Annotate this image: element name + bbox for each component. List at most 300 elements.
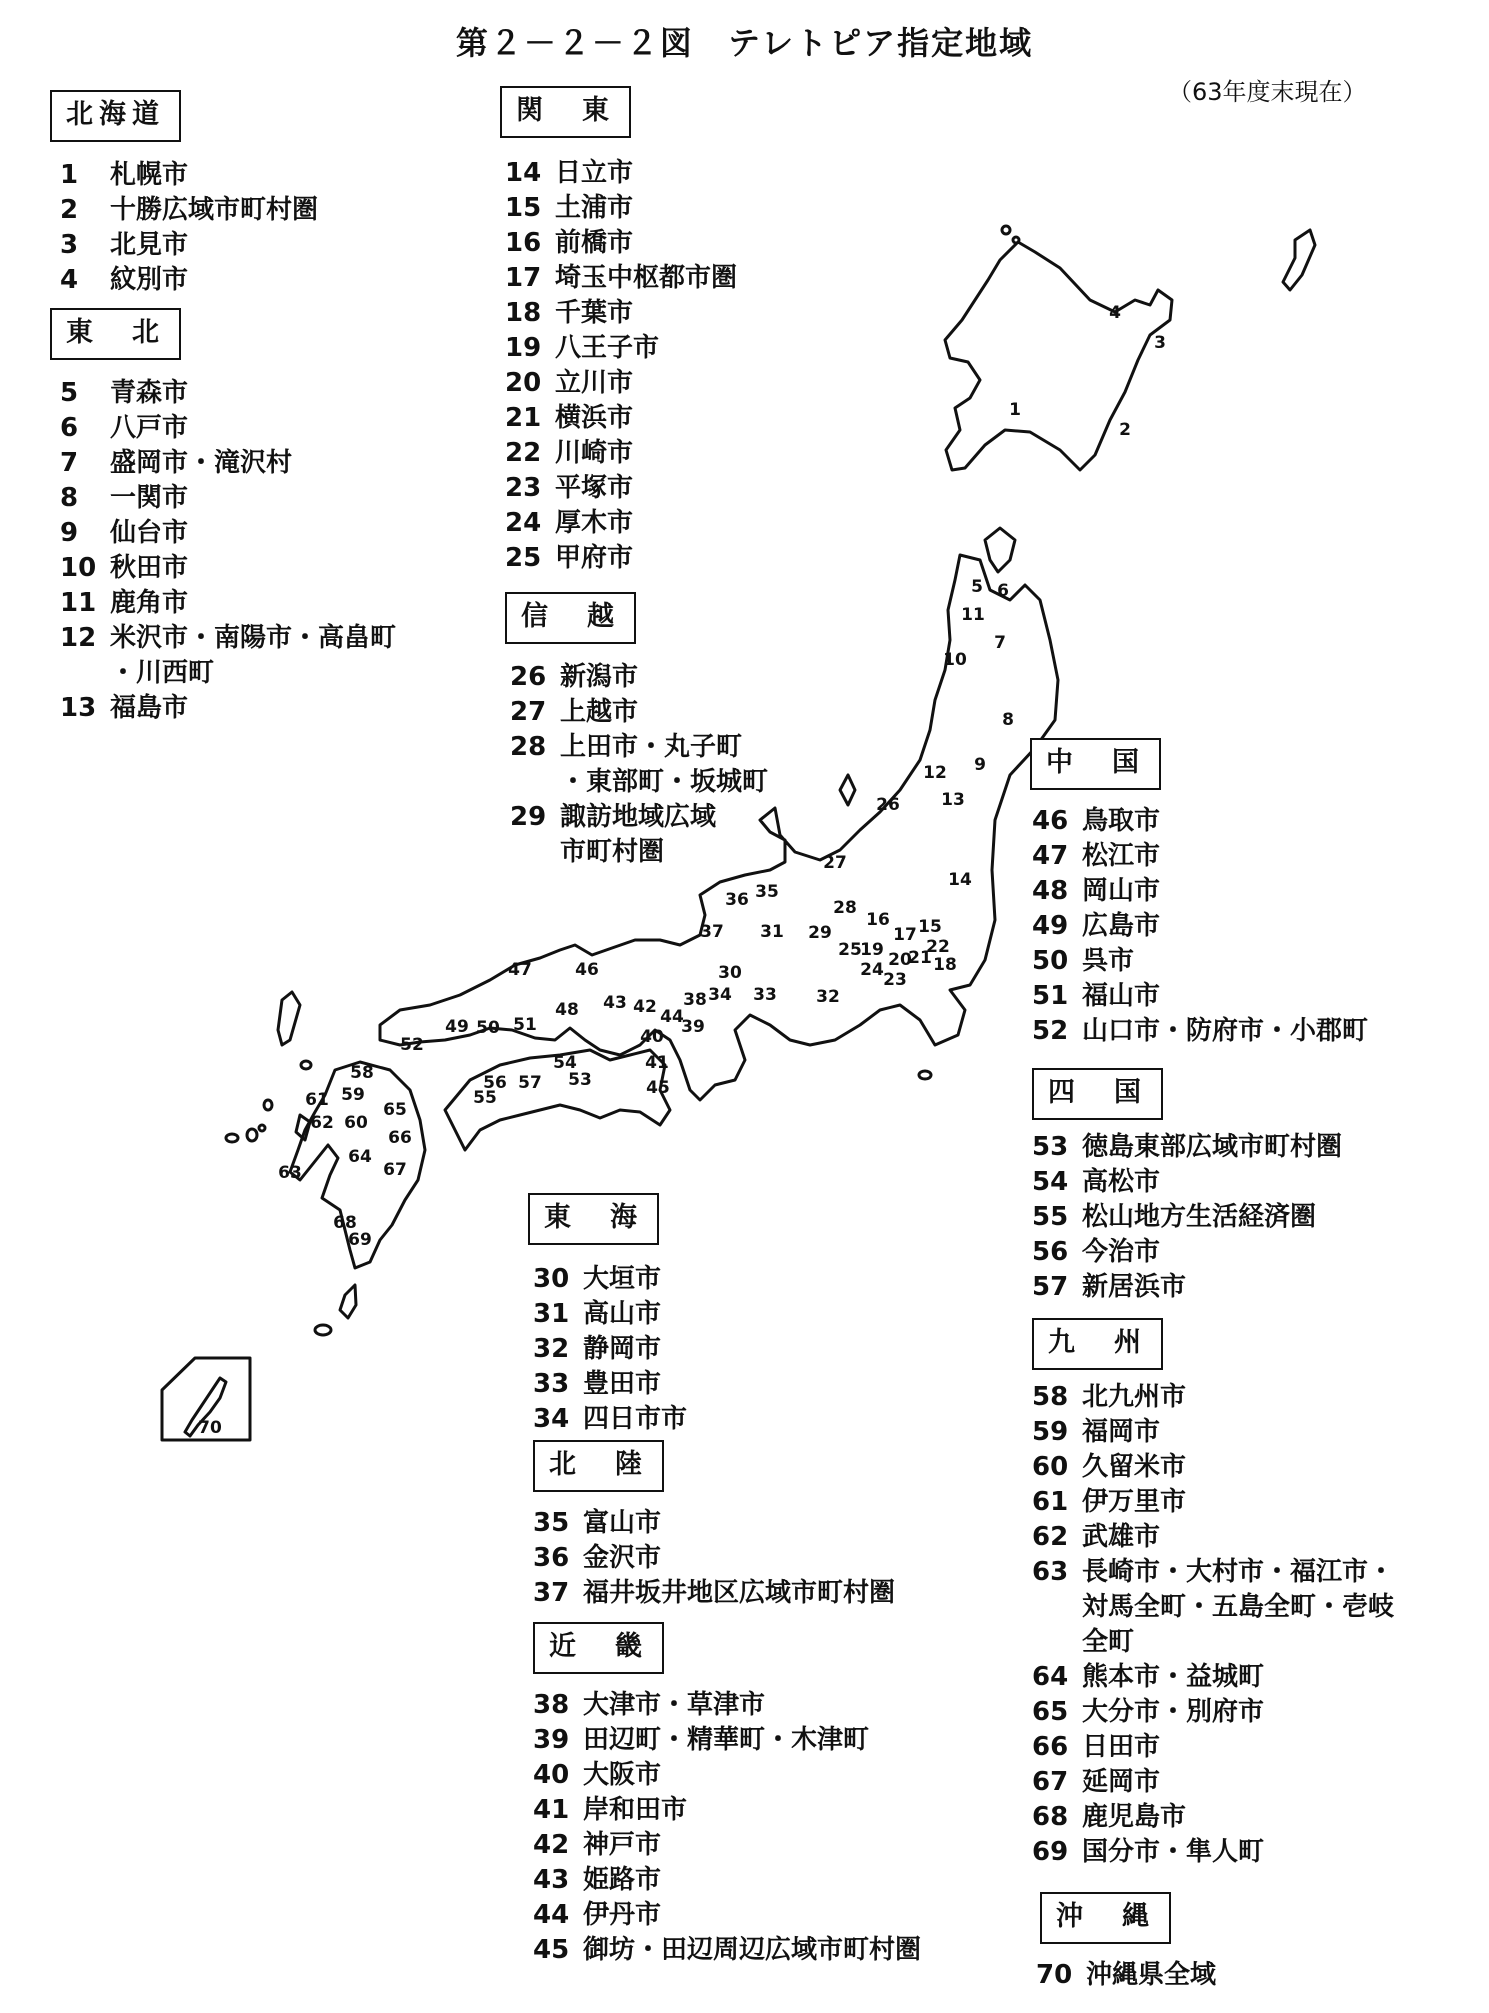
item-name: 広島市 (1082, 911, 1161, 941)
list-item (533, 1723, 921, 1758)
map-label-40: 40 (640, 1027, 664, 1047)
map-label-60: 60 (344, 1113, 368, 1133)
region-list-kyushu (1032, 1380, 1394, 1870)
map-label-22: 22 (926, 937, 950, 957)
item-number: 37 (533, 1578, 570, 1608)
item-name: 上越市 (560, 697, 639, 727)
item-name: 豊田市 (583, 1369, 662, 1399)
map-label-69: 69 (348, 1230, 372, 1250)
list-item (533, 1758, 921, 1793)
map-label-44: 44 (660, 1007, 684, 1027)
list-item (510, 695, 768, 730)
item-name: 厚木市 (555, 508, 634, 538)
map-label-24: 24 (860, 960, 884, 980)
item-name: 松山地方生活経済圏 (1082, 1202, 1317, 1232)
map-label-58: 58 (350, 1063, 374, 1083)
map-label-56: 56 (483, 1073, 507, 1093)
item-number: 15 (505, 193, 542, 223)
map-label-52: 52 (400, 1035, 424, 1055)
list-item (60, 481, 396, 516)
item-number: 68 (1032, 1802, 1069, 1832)
item-number: 30 (533, 1264, 570, 1294)
item-name: 諏訪地域広域 市町村圏 (560, 802, 717, 867)
list-item (505, 261, 737, 296)
list-item (1032, 1660, 1394, 1695)
item-number: 22 (505, 438, 542, 468)
item-number: 36 (533, 1543, 570, 1573)
map-label-21: 21 (908, 948, 932, 968)
item-name: 土浦市 (555, 193, 634, 223)
item-name: 田辺町・精華町・木津町 (583, 1725, 870, 1755)
item-name: 大津市・草津市 (583, 1690, 766, 1720)
item-name: 福井坂井地区広域市町村圏 (583, 1578, 896, 1608)
list-item (1032, 1450, 1394, 1485)
item-name: 松江市 (1082, 841, 1161, 871)
item-number: 5 (60, 378, 79, 408)
item-number: 55 (1032, 1202, 1069, 1232)
list-item (505, 156, 737, 191)
list-item (505, 296, 737, 331)
list-item (60, 516, 396, 551)
list-item (1032, 1014, 1368, 1049)
region-box-shikoku: 四 国 (1032, 1068, 1163, 1120)
list-item (533, 1541, 895, 1576)
list-item (1032, 874, 1368, 909)
item-number: 61 (1032, 1487, 1069, 1517)
list-item (533, 1506, 895, 1541)
list-item (1032, 1235, 1342, 1270)
map-label-30: 30 (718, 963, 742, 983)
map-label-53: 53 (568, 1070, 592, 1090)
item-name: 福島市 (110, 693, 189, 723)
item-number: 16 (505, 228, 542, 258)
list-item (1032, 1485, 1394, 1520)
item-name: 神戸市 (583, 1830, 662, 1860)
item-name: 八王子市 (555, 333, 660, 363)
map-label-47: 47 (508, 960, 532, 980)
list-item (510, 730, 768, 800)
list-item (533, 1262, 687, 1297)
item-number: 69 (1032, 1837, 1069, 1867)
map-label-5: 5 (971, 577, 983, 597)
item-name: 十勝広域市町村圏 (110, 195, 319, 225)
item-number: 12 (60, 623, 97, 653)
item-name: 延岡市 (1082, 1767, 1161, 1797)
list-item (60, 263, 318, 298)
map-label-59: 59 (341, 1085, 365, 1105)
list-item (60, 586, 396, 621)
map-label-1: 1 (1009, 400, 1021, 420)
item-name: 四日市市 (583, 1404, 688, 1434)
item-name: 紋別市 (110, 265, 189, 295)
list-item (1032, 839, 1368, 874)
map-label-57: 57 (518, 1073, 542, 1093)
item-number: 21 (505, 403, 542, 433)
map-label-48: 48 (555, 1000, 579, 1020)
item-number: 47 (1032, 841, 1069, 871)
map-label-23: 23 (883, 970, 907, 990)
map-label-13: 13 (941, 790, 965, 810)
item-name: 鹿角市 (110, 588, 189, 618)
list-item (1032, 1555, 1394, 1660)
map-label-7: 7 (994, 633, 1006, 653)
list-item (60, 411, 396, 446)
item-name: 青森市 (110, 378, 189, 408)
item-number: 53 (1032, 1132, 1069, 1162)
region-list-kinki (533, 1688, 921, 1968)
list-item (533, 1863, 921, 1898)
item-name: 北九州市 (1082, 1382, 1187, 1412)
list-item (1036, 1958, 1216, 1993)
item-name: 甲府市 (555, 543, 634, 573)
list-item (1032, 1835, 1394, 1870)
item-name: 伊丹市 (583, 1900, 662, 1930)
list-item (60, 621, 396, 691)
list-item (60, 691, 396, 726)
map-label-15: 15 (918, 917, 942, 937)
map-label-29: 29 (808, 923, 832, 943)
as-of-note: （63年度末現在） (1168, 78, 1367, 106)
list-item (510, 800, 768, 870)
list-item (1032, 944, 1368, 979)
item-number: 9 (60, 518, 79, 548)
list-item (1032, 979, 1368, 1014)
item-number: 8 (60, 483, 79, 513)
item-number: 45 (533, 1935, 570, 1965)
map-label-41: 41 (645, 1053, 669, 1073)
region-box-okinawa: 沖 縄 (1040, 1892, 1171, 1944)
item-number: 32 (533, 1334, 570, 1364)
list-item (1032, 1415, 1394, 1450)
item-number: 67 (1032, 1767, 1069, 1797)
list-item (1032, 1165, 1342, 1200)
map-label-9: 9 (974, 755, 986, 775)
region-box-hokuriku: 北 陸 (533, 1440, 664, 1492)
item-number: 48 (1032, 876, 1069, 906)
map-label-63: 63 (278, 1163, 302, 1183)
item-number: 3 (60, 230, 79, 260)
item-number: 11 (60, 588, 97, 618)
map-label-37: 37 (700, 922, 724, 942)
region-box-hokkaido: 北海道 (50, 90, 181, 142)
item-number: 2 (60, 195, 79, 225)
list-item (1032, 1765, 1394, 1800)
item-number: 10 (60, 553, 97, 583)
item-name: 熊本市・益城町 (1082, 1662, 1265, 1692)
item-name: 日立市 (555, 158, 634, 188)
item-number: 46 (1032, 806, 1069, 836)
region-list-tokai (533, 1262, 687, 1437)
list-item (505, 331, 737, 366)
item-number: 31 (533, 1299, 570, 1329)
item-name: 富山市 (583, 1508, 662, 1538)
item-name: 新居浜市 (1082, 1272, 1187, 1302)
map-label-54: 54 (553, 1053, 577, 1073)
item-name: 福山市 (1082, 981, 1161, 1011)
item-name: 福岡市 (1082, 1417, 1161, 1447)
list-item (510, 660, 768, 695)
list-item (1032, 1800, 1394, 1835)
item-number: 58 (1032, 1382, 1069, 1412)
item-number: 24 (505, 508, 542, 538)
item-number: 57 (1032, 1272, 1069, 1302)
map-label-3: 3 (1154, 333, 1166, 353)
list-item (60, 228, 318, 263)
list-item (533, 1933, 921, 1968)
item-number: 60 (1032, 1452, 1069, 1482)
item-number: 6 (60, 413, 79, 443)
item-number: 43 (533, 1865, 570, 1895)
map-label-8: 8 (1002, 710, 1014, 730)
item-number: 28 (510, 732, 547, 762)
list-item (1032, 909, 1368, 944)
map-label-50: 50 (476, 1018, 500, 1038)
list-item (533, 1576, 895, 1611)
item-number: 50 (1032, 946, 1069, 976)
map-label-55: 55 (473, 1088, 497, 1108)
item-name: 仙台市 (110, 518, 189, 548)
map-label-28: 28 (833, 898, 857, 918)
map-label-11: 11 (961, 605, 985, 625)
map-label-70: 70 (198, 1418, 222, 1438)
map-label-4: 4 (1109, 303, 1121, 323)
item-name: 新潟市 (560, 662, 639, 692)
item-name: 横浜市 (555, 403, 634, 433)
item-number: 29 (510, 802, 547, 832)
item-number: 34 (533, 1404, 570, 1434)
map-label-65: 65 (383, 1100, 407, 1120)
list-item (60, 193, 318, 228)
item-name: 岸和田市 (583, 1795, 688, 1825)
item-name: 大垣市 (583, 1264, 662, 1294)
map-label-67: 67 (383, 1160, 407, 1180)
item-name: 国分市・隼人町 (1082, 1837, 1265, 1867)
map-label-33: 33 (753, 985, 777, 1005)
map-label-38: 38 (683, 990, 707, 1010)
map-label-16: 16 (866, 910, 890, 930)
map-label-42: 42 (633, 997, 657, 1017)
list-item (533, 1402, 687, 1437)
map-label-17: 17 (893, 925, 917, 945)
item-name: 立川市 (555, 368, 634, 398)
item-number: 35 (533, 1508, 570, 1538)
item-name: 岡山市 (1082, 876, 1161, 906)
list-item (1032, 1200, 1342, 1235)
region-list-hokkaido (60, 158, 318, 298)
item-name: 大阪市 (583, 1760, 662, 1790)
map-label-6: 6 (997, 581, 1009, 601)
map-label-10: 10 (943, 650, 967, 670)
item-number: 20 (505, 368, 542, 398)
page-title: 第２－２－２図 テレトピア指定地域 (455, 24, 1034, 62)
item-number: 1 (60, 160, 79, 190)
item-name: 金沢市 (583, 1543, 662, 1573)
item-number: 14 (505, 158, 542, 188)
item-name: 前橋市 (555, 228, 634, 258)
item-number: 65 (1032, 1697, 1069, 1727)
item-number: 51 (1032, 981, 1069, 1011)
map-label-62: 62 (310, 1113, 334, 1133)
map-label-25: 25 (838, 940, 862, 960)
map-label-18: 18 (933, 955, 957, 975)
item-number: 17 (505, 263, 542, 293)
item-number: 18 (505, 298, 542, 328)
list-item (1032, 804, 1368, 839)
map-label-20: 20 (888, 950, 912, 970)
map-label-36: 36 (725, 890, 749, 910)
item-number: 42 (533, 1830, 570, 1860)
item-name: 呉市 (1082, 946, 1135, 976)
item-name: 長崎市・大村市・福江市・ 対馬全町・五島全町・壱岐 全町 (1082, 1557, 1395, 1657)
list-item (505, 541, 737, 576)
item-name: 鹿児島市 (1082, 1802, 1187, 1832)
list-item (533, 1367, 687, 1402)
region-box-shinetsu: 信 越 (505, 592, 636, 644)
item-number: 26 (510, 662, 547, 692)
item-number: 56 (1032, 1237, 1069, 1267)
item-name: 秋田市 (110, 553, 189, 583)
region-box-kanto: 関 東 (500, 86, 631, 138)
list-item (60, 551, 396, 586)
list-item (505, 226, 737, 261)
list-item (533, 1828, 921, 1863)
item-number: 38 (533, 1690, 570, 1720)
item-number: 33 (533, 1369, 570, 1399)
item-name: 一関市 (110, 483, 189, 513)
item-number: 44 (533, 1900, 570, 1930)
list-item (505, 191, 737, 226)
region-box-kinki: 近 畿 (533, 1622, 664, 1674)
item-name: 埼玉中枢都市圏 (555, 263, 738, 293)
item-name: 盛岡市・滝沢村 (110, 448, 293, 478)
map-label-14: 14 (948, 870, 972, 890)
map-label-46: 46 (575, 960, 599, 980)
map-label-34: 34 (708, 985, 732, 1005)
item-name: 日田市 (1082, 1732, 1161, 1762)
item-name: 北見市 (110, 230, 189, 260)
item-number: 23 (505, 473, 542, 503)
list-item (505, 471, 737, 506)
map-label-66: 66 (388, 1128, 412, 1148)
item-number: 41 (533, 1795, 570, 1825)
map-label-35: 35 (755, 882, 779, 902)
hokkaido-outline (945, 242, 1172, 470)
item-name: 姫路市 (583, 1865, 662, 1895)
map-label-51: 51 (513, 1015, 537, 1035)
item-number: 13 (60, 693, 97, 723)
list-item (505, 401, 737, 436)
region-list-shikoku (1032, 1130, 1342, 1305)
item-number: 40 (533, 1760, 570, 1790)
item-name: 千葉市 (555, 298, 634, 328)
item-number: 25 (505, 543, 542, 573)
item-number: 19 (505, 333, 542, 363)
map-label-64: 64 (348, 1147, 372, 1167)
item-name: 上田市・丸子町 ・東部町・坂城町 (560, 732, 769, 797)
item-number: 27 (510, 697, 547, 727)
map-label-2: 2 (1119, 420, 1131, 440)
item-name: 札幌市 (110, 160, 189, 190)
list-item (533, 1688, 921, 1723)
list-item (505, 436, 737, 471)
item-number: 4 (60, 265, 79, 295)
map-label-32: 32 (816, 987, 840, 1007)
item-number: 7 (60, 448, 79, 478)
list-item (60, 376, 396, 411)
list-item (505, 506, 737, 541)
list-item (533, 1898, 921, 1933)
map-label-49: 49 (445, 1017, 469, 1037)
item-name: 伊万里市 (1082, 1487, 1187, 1517)
list-item (505, 366, 737, 401)
item-name: 高松市 (1082, 1167, 1161, 1197)
region-box-tohoku: 東 北 (50, 308, 181, 360)
region-list-hokuriku (533, 1506, 895, 1611)
region-box-kyushu: 九 州 (1032, 1318, 1163, 1370)
list-item (533, 1793, 921, 1828)
region-box-chugoku: 中 国 (1030, 738, 1161, 790)
list-item (1032, 1130, 1342, 1165)
region-list-shinetsu (510, 660, 768, 870)
region-list-chugoku (1032, 804, 1368, 1049)
item-number: 70 (1036, 1960, 1073, 1990)
item-name: 武雄市 (1082, 1522, 1161, 1552)
item-name: 八戸市 (110, 413, 189, 443)
item-number: 62 (1032, 1522, 1069, 1552)
map-label-26: 26 (876, 795, 900, 815)
map-label-68: 68 (333, 1213, 357, 1233)
list-item (1032, 1695, 1394, 1730)
item-name: 米沢市・南陽市・高畠町 ・川西町 (110, 623, 397, 688)
map-label-45: 45 (646, 1078, 670, 1098)
item-number: 59 (1032, 1417, 1069, 1447)
item-number: 39 (533, 1725, 570, 1755)
region-box-tokai: 東 海 (528, 1193, 659, 1245)
item-name: 静岡市 (583, 1334, 662, 1364)
region-list-okinawa (1036, 1958, 1216, 1993)
item-name: 今治市 (1082, 1237, 1161, 1267)
item-name: 徳島東部広域市町村圏 (1082, 1132, 1343, 1162)
map-label-19: 19 (860, 940, 884, 960)
list-item (1032, 1520, 1394, 1555)
list-item (533, 1297, 687, 1332)
item-number: 52 (1032, 1016, 1069, 1046)
list-item (1032, 1380, 1394, 1415)
map-label-43: 43 (603, 993, 627, 1013)
item-number: 49 (1032, 911, 1069, 941)
item-number: 64 (1032, 1662, 1069, 1692)
map-label-31: 31 (760, 922, 784, 942)
item-name: 沖縄県全域 (1086, 1960, 1217, 1990)
list-item (1032, 1730, 1394, 1765)
item-number: 63 (1032, 1557, 1069, 1587)
list-item (533, 1332, 687, 1367)
item-name: 高山市 (583, 1299, 662, 1329)
item-name: 鳥取市 (1082, 806, 1161, 836)
region-list-tohoku (60, 376, 396, 726)
map-label-39: 39 (681, 1017, 705, 1037)
item-name: 久留米市 (1082, 1452, 1187, 1482)
item-name: 平塚市 (555, 473, 634, 503)
item-name: 大分市・別府市 (1082, 1697, 1265, 1727)
item-name: 山口市・防府市・小郡町 (1082, 1016, 1369, 1046)
list-item (1032, 1270, 1342, 1305)
map-label-27: 27 (823, 853, 847, 873)
item-number: 66 (1032, 1732, 1069, 1762)
list-item (60, 158, 318, 193)
list-item (60, 446, 396, 481)
item-name: 御坊・田辺周辺広域市町村圏 (583, 1935, 922, 1965)
